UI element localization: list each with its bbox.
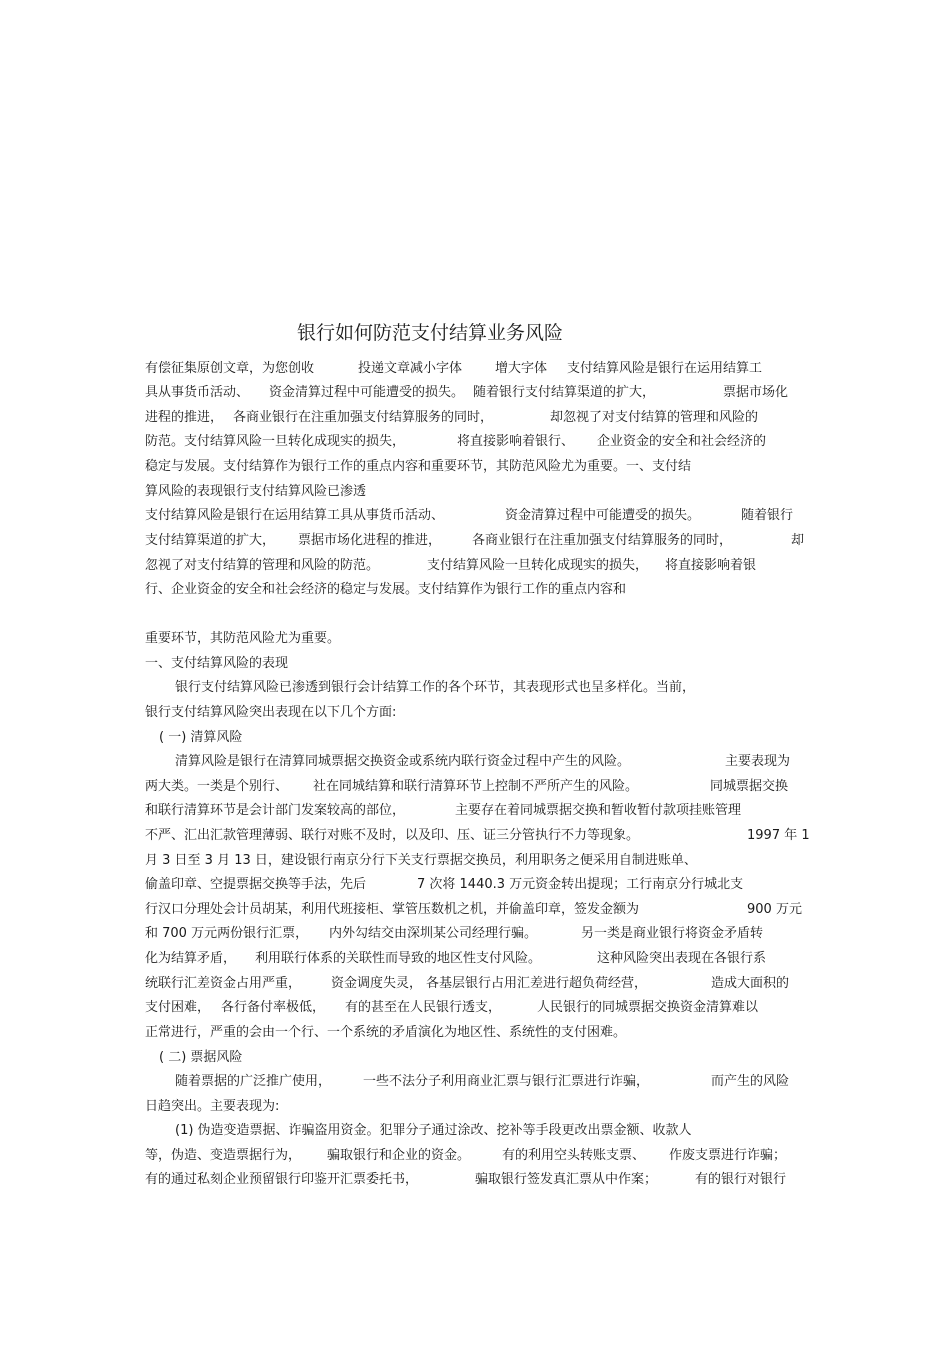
body-text-segment: 有的甚至在人民银行透支， <box>345 1000 502 1015</box>
body-text-segment: 随着银行 <box>741 508 794 523</box>
body-text-segment: 支付结算风险是银行在运用结算工 <box>567 361 763 376</box>
body-text-segment: 主要存在着同城票据交换和暂收暂付款项挂账管理 <box>455 803 742 818</box>
body-text-segment: 不严、汇出汇款管理薄弱、联行对账不及时，以及印、压、证三分管执行不力等现象。 <box>145 828 640 843</box>
body-text-segment: 偷盖印章、空提票据交换等手法，先后 <box>145 877 367 892</box>
body-text-segment: 化为结算矛盾， <box>145 951 237 966</box>
body-text-segment: 正常进行，严重的会由一个行、一个系统的矛盾演化为地区性、系统性的支付困难。 <box>145 1025 627 1040</box>
body-text-segment: 却 <box>791 533 805 548</box>
body-text-segment: 作废支票进行诈骗； <box>669 1148 787 1163</box>
body-text-segment: 行汉口分理处会计员胡某，利用代班接柜、掌管压数机之机，并偷盖印章，签发金额为 <box>145 902 640 917</box>
body-text-segment: ( 一) 清算风险 <box>159 730 243 745</box>
body-text-segment: 重要环节，其防范风险尤为重要。 <box>145 631 341 646</box>
body-text-segment: 各行备付率极低， <box>221 1000 326 1015</box>
body-text-segment: 防范。支付结算风险一旦转化成现实的损失， <box>145 434 406 449</box>
body-text-segment: 1997 年 1 <box>747 828 810 843</box>
body-text-segment: 和联行清算环节是会计部门发案较高的部位， <box>145 803 406 818</box>
body-text-segment: 算风险的表现银行支付结算风险已渗透 <box>145 484 367 499</box>
body-text-segment: 资金调度失灵， <box>331 976 423 991</box>
body-text-segment: 将直接影响着银 <box>665 558 757 573</box>
body-text-segment: 稳定与发展。支付结算作为银行工作的重点内容和重要环节，其防范风险尤为重要。一、支付结 <box>145 459 692 474</box>
body-text-segment: 有偿征集原创文章，为您创收 <box>145 361 315 376</box>
body-text-segment: 支付结算渠道的扩大， <box>145 533 276 548</box>
body-text-segment: 人民银行的同城票据交换资金清算难以 <box>537 1000 759 1015</box>
body-text-segment: 忽视了对支付结算的管理和风险的防范。 <box>145 558 380 573</box>
body-text-segment: 有的银行对银行 <box>695 1172 787 1187</box>
body-text-segment: 等，伪造、变造票据行为， <box>145 1148 302 1163</box>
body-text-segment: 统联行汇差资金占用严重， <box>145 976 302 991</box>
body-text-segment: 同城票据交换 <box>710 779 789 794</box>
body-text-segment: 和 700 万元两份银行汇票， <box>145 926 309 941</box>
body-text-segment: 各商业银行在注重加强支付结算服务的同时， <box>233 410 494 425</box>
body-text-segment: 一些不法分子利用商业汇票与银行汇票进行诈骗， <box>363 1074 650 1089</box>
body-text-segment: 支付困难， <box>145 1000 211 1015</box>
body-text-segment: 支付结算风险是银行在运用结算工具从事货币活动、 <box>145 508 445 523</box>
body-text-segment: 月 3 日至 3 月 13 日，建设银行南京分行下关支行票据交换员，利用职务之便采用自制进账单、 <box>145 853 697 868</box>
body-text-segment: 社在同城结算和联行清算环节上控制不严所产生的风险。 <box>313 779 639 794</box>
body-text-segment: 一、支付结算风险的表现 <box>145 656 289 671</box>
body-text-segment: 企业资金的安全和社会经济的 <box>597 434 767 449</box>
body-text-segment: 内外勾结交由深圳某公司经理行骗。 <box>329 926 538 941</box>
body-text-segment: 利用联行体系的关联性而导致的地区性支付风险。 <box>255 951 542 966</box>
body-text-segment: 行、企业资金的安全和社会经济的稳定与发展。支付结算作为银行工作的重点内容和 <box>145 582 627 597</box>
body-text-segment: 而产生的风险 <box>711 1074 790 1089</box>
body-text-segment: 票据市场化 <box>723 385 789 400</box>
page-title: 银行如何防范支付结算业务风险 <box>296 322 563 344</box>
body-text-segment: 银行支付结算风险突出表现在以下几个方面: <box>145 705 397 720</box>
body-text-segment: 随着票据的广泛推广使用， <box>175 1074 332 1089</box>
body-text-segment: 有的通过私刻企业预留银行印鉴开汇票委托书， <box>145 1172 419 1187</box>
body-text-segment: 日趋突出。主要表现为: <box>145 1099 280 1114</box>
body-text-segment: 两大类。一类是个别行、 <box>145 779 289 794</box>
body-text-segment: 主要表现为 <box>725 754 791 769</box>
body-text-segment: 具从事货币活动、 <box>145 385 250 400</box>
body-text-segment: 900 万元 <box>747 902 802 917</box>
body-text-segment: ( 二) 票据风险 <box>159 1050 243 1065</box>
body-text-segment: 将直接影响着银行、 <box>457 434 575 449</box>
body-text-segment: 有的利用空头转账支票、 <box>502 1148 646 1163</box>
body-text-segment: 支付结算风险一旦转化成现实的损失， <box>427 558 649 573</box>
body-text-segment: 进程的推进， <box>145 410 224 425</box>
body-text-segment: 银行支付结算风险已渗透到银行会计结算工作的各个环节，其表现形式也呈多样化。当前， <box>175 680 696 695</box>
body-text-segment: 资金清算过程中可能遭受的损失。 <box>269 385 465 400</box>
body-text-segment: 骗取银行和企业的资金。 <box>327 1148 471 1163</box>
body-text-segment: 7 次将 1440.3 万元资金转出提现；工行南京分行城北支 <box>417 877 744 892</box>
body-text-segment: 却忽视了对支付结算的管理和风险的 <box>550 410 759 425</box>
body-text-segment: 造成大面积的 <box>711 976 790 991</box>
body-text-segment: (1) 伪造变造票据、诈骗盗用资金。犯罪分子通过涂改、挖补等手段更改出票金额、收款人 <box>175 1123 692 1138</box>
body-text-segment: 投递文章减小字体 <box>358 361 463 376</box>
body-text-segment: 清算风险是银行在清算同城票据交换资金或系统内联行资金过程中产生的风险。 <box>175 754 631 769</box>
body-text-segment: 另一类是商业银行将资金矛盾转 <box>581 926 764 941</box>
body-text-segment: 增大字体 <box>495 361 548 376</box>
body-text-segment: 各基层银行占用汇差进行超负荷经营， <box>426 976 648 991</box>
body-text-segment: 骗取银行签发真汇票从中作案； <box>475 1172 658 1187</box>
body-text-segment: 票据市场化进程的推进， <box>298 533 442 548</box>
body-text-segment: 这种风险突出表现在各银行系 <box>597 951 767 966</box>
body-text-segment: 资金清算过程中可能遭受的损失。 <box>505 508 701 523</box>
body-text-segment: 各商业银行在注重加强支付结算服务的同时， <box>472 533 733 548</box>
body-text-segment: 随着银行支付结算渠道的扩大， <box>473 385 656 400</box>
